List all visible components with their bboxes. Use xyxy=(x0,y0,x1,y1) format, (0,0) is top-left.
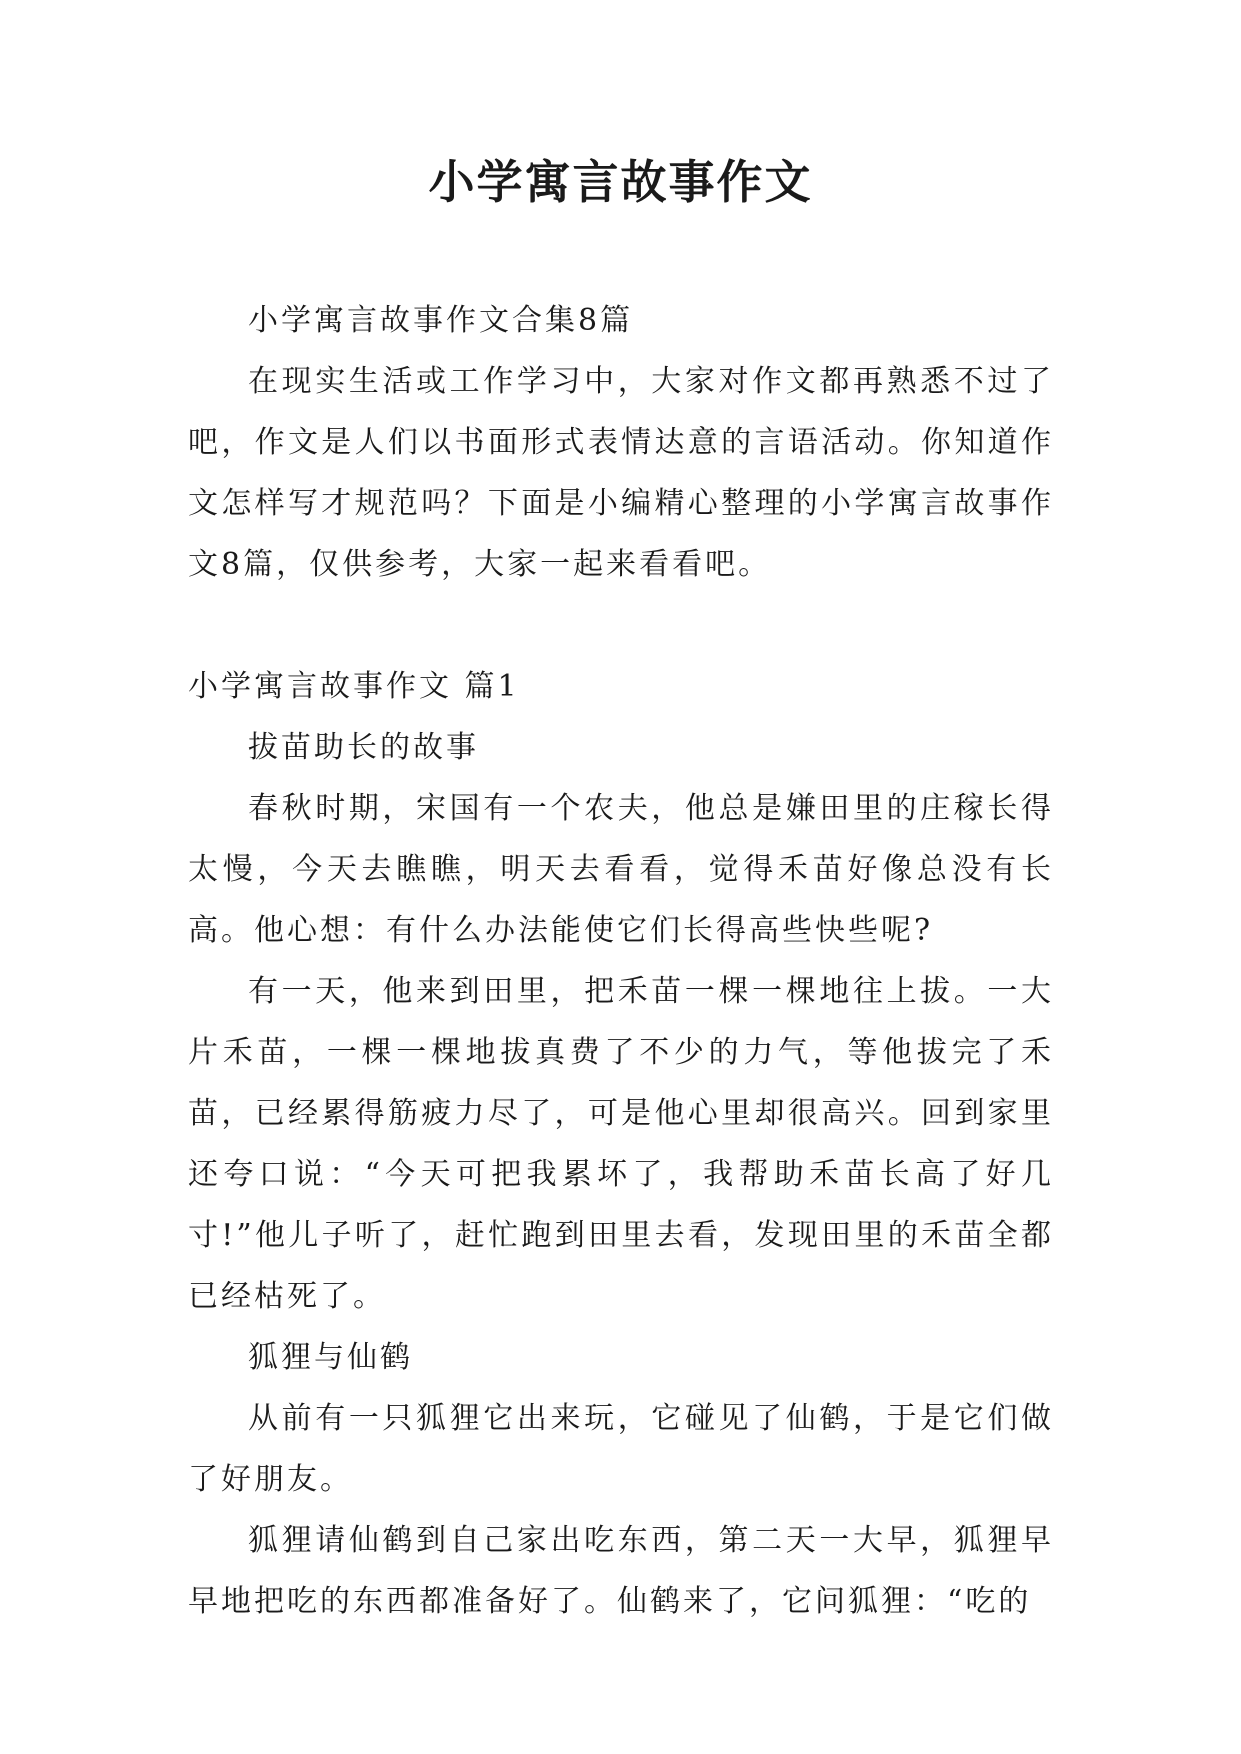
story-title: 拔苗助长的故事 xyxy=(248,730,479,765)
story-paragraph: 狐狸请仙鹤到自己家出吃东西，第二天一大早，狐狸早早地把吃的东西都准备好了。仙鹤来了，它问狐狸：“吃的 xyxy=(188,1523,1054,1619)
story-title: 狐狸与仙鹤 xyxy=(248,1340,413,1375)
intro-paragraph: 在现实生活或工作学习中，大家对作文都再熟悉不过了吧，作文是人们以书面形式表情达意的言语活动。你知道作文怎样写才规范吗？下面是小编精心整理的小学寓言故事作文8篇，仅供参考，大家一起来看看吧。 xyxy=(188,364,1054,582)
story-paragraph: 春秋时期，宋国有一个农夫，他总是嫌田里的庄稼长得太慢，今天去瞧瞧，明天去看看，觉得禾苗好像总没有长高。他心想：有什么办法能使它们长得高些快些呢? xyxy=(188,791,1054,948)
document-title: 小学寓言故事作文 xyxy=(428,155,813,209)
collection-subtitle: 小学寓言故事作文合集8篇 xyxy=(248,303,634,338)
section-heading: 小学寓言故事作文 篇1 xyxy=(188,669,520,704)
document-body xyxy=(188,290,1054,1632)
story-paragraph: 从前有一只狐狸它出来玩，它碰见了仙鹤，于是它们做了好朋友。 xyxy=(188,1401,1054,1497)
story-paragraph: 有一天，他来到田里，把禾苗一棵一棵地往上拔。一大片禾苗，一棵一棵地拔真费了不少的力气，等他拔完了禾苗，已经累得筋疲力尽了，可是他心里却很高兴。回到家里还夸口说：“今天可把我累坏了，我帮助禾苗长高了好几寸!”他儿子听了，赶忙跑到田里去看，发现田里的禾苗全都已经枯死了。 xyxy=(188,974,1054,1314)
section-spacer xyxy=(188,595,1054,656)
